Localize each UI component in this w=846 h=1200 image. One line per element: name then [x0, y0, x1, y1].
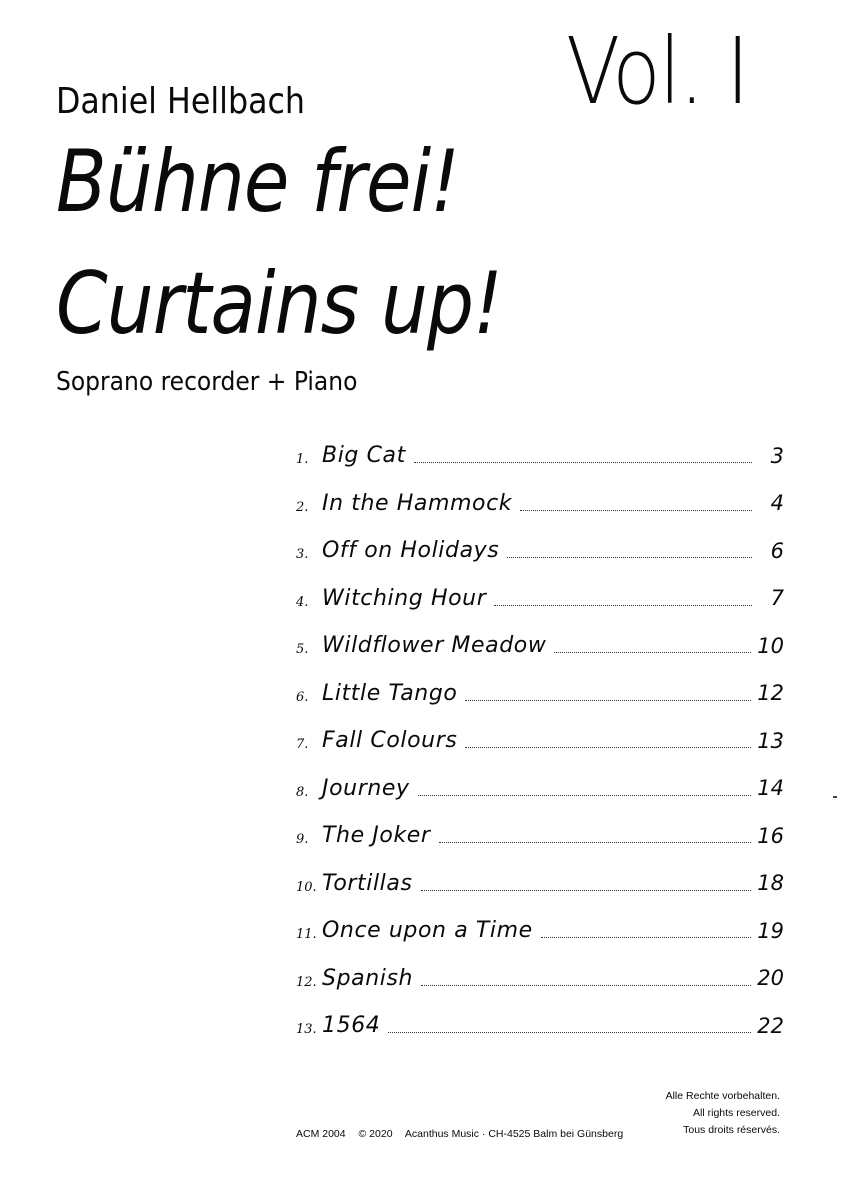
toc-leader-dots	[465, 686, 751, 701]
toc-entry-number: 12.	[296, 974, 317, 990]
toc-entry-page: 22	[757, 1013, 784, 1038]
toc-entry-title: Off on Holidays	[322, 538, 500, 564]
toc-entry-page: 14	[757, 776, 784, 801]
toc-entry-page: 7	[770, 586, 784, 611]
toc-entry-number: 3.	[296, 547, 309, 563]
toc-entry-number: 2.	[296, 499, 309, 515]
toc-entry-title: Journey	[322, 775, 410, 801]
toc-leader-dots	[507, 543, 752, 558]
toc-leader-dots	[421, 876, 752, 891]
toc-leader-dots	[494, 591, 752, 606]
toc-entry-title: Fall Colours	[322, 728, 458, 754]
toc-leader-dots	[418, 781, 752, 796]
toc-entry-number: 4.	[296, 594, 309, 610]
toc-leader-dots	[520, 496, 752, 511]
toc-entry-title: Once upon a Time	[322, 918, 533, 944]
toc-entry-page: 3	[770, 443, 784, 468]
toc-leader-dots	[388, 1018, 751, 1033]
toc-entry-title: In the Hammock	[322, 490, 513, 516]
toc-entry-title: Wildflower Meadow	[322, 633, 547, 659]
publisher-address: Acanthus Music · CH-4525 Balm bei Günsberg	[404, 1128, 624, 1140]
toc-leader-dots	[541, 923, 751, 938]
rights-notice	[666, 1088, 780, 1139]
catalog-number: ACM 2004	[296, 1128, 346, 1140]
toc-leader-dots	[414, 448, 752, 463]
rights-english: All rights reserved.	[693, 1107, 780, 1119]
toc-entry-number: 13.	[296, 1022, 317, 1038]
title-german: Bühne frei!	[56, 132, 460, 232]
toc-entry-page: 12	[757, 681, 784, 706]
toc-entry	[296, 622, 784, 670]
toc-leader-dots	[465, 733, 751, 748]
toc-entry-page: 20	[757, 966, 784, 991]
toc-entry-page: 19	[757, 918, 784, 943]
toc-entry	[296, 955, 784, 1003]
toc-entry-title: Big Cat	[322, 443, 406, 469]
toc-entry	[296, 575, 784, 623]
publisher-imprint	[296, 1127, 633, 1141]
rights-german: Alle Rechte vorbehalten.	[665, 1090, 780, 1102]
rights-french: Tous droits réservés.	[683, 1124, 780, 1136]
toc-entry	[296, 527, 784, 575]
toc-entry-title: Little Tango	[322, 680, 458, 706]
toc-entry	[296, 812, 784, 860]
table-of-contents	[296, 432, 784, 1050]
toc-entry-page: 10	[757, 633, 784, 658]
toc-entry-number: 9.	[296, 832, 309, 848]
toc-entry-number: 5.	[296, 642, 309, 658]
toc-entry	[296, 1002, 784, 1050]
toc-entry-title: The Joker	[322, 823, 431, 849]
composer-name: Daniel Hellbach	[56, 81, 305, 122]
toc-leader-dots	[554, 638, 751, 653]
toc-entry-title: 1564	[322, 1013, 381, 1039]
scan-speck	[833, 796, 837, 798]
instrumentation: Soprano recorder + Piano	[56, 367, 358, 397]
toc-entry-page: 16	[757, 823, 784, 848]
toc-entry	[296, 765, 784, 813]
toc-entry-number: 8.	[296, 784, 309, 800]
toc-entry-number: 6.	[296, 689, 309, 705]
toc-entry-number: 7.	[296, 737, 309, 753]
toc-entry-number: 11.	[296, 927, 317, 943]
volume-label: Vol. I	[566, 18, 748, 125]
toc-entry-number: 10.	[296, 879, 317, 895]
title-english: Curtains up!	[56, 254, 502, 354]
toc-leader-dots	[439, 828, 752, 843]
toc-entry-number: 1.	[296, 452, 309, 468]
toc-entry-title: Spanish	[322, 965, 414, 991]
toc-entry	[296, 670, 784, 718]
toc-entry	[296, 480, 784, 528]
toc-entry	[296, 432, 784, 480]
toc-entry-page: 13	[757, 728, 784, 753]
toc-entry	[296, 860, 784, 908]
toc-entry-page: 4	[770, 491, 784, 516]
toc-leader-dots	[421, 971, 751, 986]
toc-entry-page: 18	[757, 871, 784, 896]
toc-entry	[296, 907, 784, 955]
toc-entry-page: 6	[770, 538, 784, 563]
copyright-year: © 2020	[358, 1128, 393, 1140]
toc-entry-title: Witching Hour	[322, 585, 487, 611]
toc-entry	[296, 717, 784, 765]
toc-entry-title: Tortillas	[322, 870, 413, 896]
